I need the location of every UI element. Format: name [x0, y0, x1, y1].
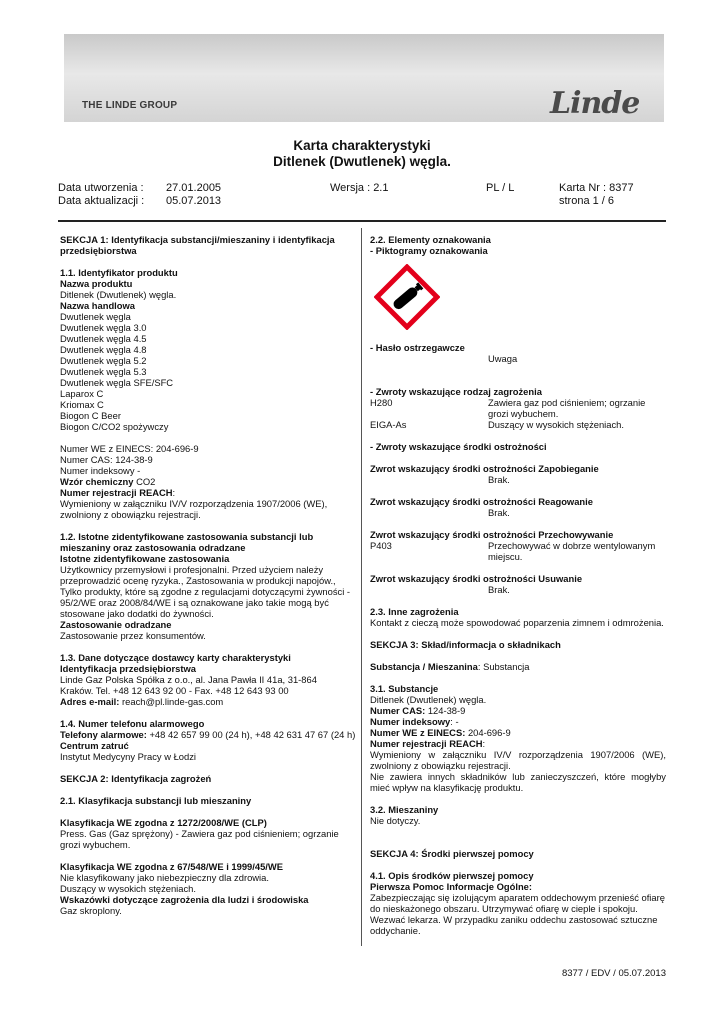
chemical-formula: Wzór chemiczny CO2 [60, 476, 156, 487]
reach-text: Wymieniony w załączniku IV/V rozporządzenia 1907/2006 (WE), zwolniony z obowiązku rejestracji. [60, 498, 328, 520]
section-1-heading: SEKCJA 1: Identyfikacja substancji/mieszaniny i identyfikacja przedsiębiorstwa [60, 234, 335, 256]
column-divider [361, 228, 362, 946]
clp-text: Press. Gas (Gaz sprężony) - Zawiera gaz pod ciśnieniem; ogrzanie grozi wybuchem. [60, 828, 339, 850]
subsection-2-2: 2.2. Elementy oznakowania [370, 234, 491, 245]
subsection-2-3: 2.3. Inne zagrożenia [370, 606, 459, 617]
env-label: Wskazówki dotyczące zagrożenia dla ludzi i środowiska [60, 894, 309, 905]
reach-label: Numer rejestracji REACH: [60, 487, 176, 498]
uses-label: Istotne zidentyfikowane zastosowania [60, 553, 230, 564]
impurities-text: Nie zawiera innych składników lub zanieczyszczeń, które mogłyby mieć wpływ na klasyfikację produktu. [370, 771, 666, 793]
created-date: 27.01.2005 [166, 182, 222, 194]
trade-name: Dwutlenek węgla [60, 311, 131, 322]
dsd-line-1: Nie klasyfikowany jako niebezpieczny dla zdrowia. [60, 872, 269, 883]
subsection-2-1: 2.1. Klasyfikacja substancji lub mieszaniny [60, 795, 252, 806]
storage-p403: P403 Przechowywać w dobrze wentylowanym miejscu. [370, 540, 656, 562]
supplier-label: Identyfikacja przedsiębiorstwa [60, 663, 196, 674]
pictogram-label: - Piktogramy oznakowania [370, 245, 488, 256]
trade-name-label: Nazwa handlowa [60, 300, 136, 311]
dsd-label: Klasyfikacja WE zgodna z 67/548/WE i 1999/45/WE [60, 861, 284, 872]
trade-name: Laparox C [60, 388, 104, 399]
advised-against-text: Zastosowanie przez konsumentów. [60, 630, 206, 641]
substance-ec: Numer WE z EINECS: 204-696-9 [370, 727, 511, 738]
substance-reach-label: Numer rejestracji REACH: [370, 738, 486, 749]
document-title: Karta charakterystyki [293, 138, 431, 153]
prevention-value: Brak. [488, 474, 510, 485]
hazard-statements-label: - Zwroty wskazujące rodzaj zagrożenia [370, 386, 542, 397]
section-2-heading: SEKCJA 2: Identyfikacja zagrożeń [60, 773, 212, 784]
env-text: Gaz skroplony. [60, 905, 122, 916]
subsection-1-2: 1.2. Istotne zidentyfikowane zastosowania substancji lub mieszaniny oraz zastosowania odradzane [60, 531, 314, 553]
group-name: THE LINDE GROUP [82, 100, 178, 111]
trade-name: Dwutlenek węgla 3.0 [60, 322, 147, 333]
trade-name: Dwutlenek węgla 5.3 [60, 366, 147, 377]
document-subtitle: Ditlenek (Dwutlenek) węgla. [273, 154, 451, 169]
version: Wersja : 2.1 [330, 182, 389, 194]
subsection-1-3: 1.3. Dane dotyczące dostawcy karty charakterystyki [60, 652, 291, 663]
supplier-email: Adres e-mail: reach@pl.linde-gas.com [60, 696, 224, 707]
advised-against-label: Zastosowanie odradzane [60, 619, 172, 630]
dsd-line-2: Duszący w wysokich stężeniach. [60, 883, 196, 894]
precautionary-label: - Zwroty wskazujące środki ostrożności [370, 441, 547, 452]
hazard-eiga: EIGA-As Duszący w wysokich stężeniach. [370, 419, 624, 430]
first-aid-general-label: Pierwsza Pomoc Informacje Ogólne: [370, 881, 533, 892]
ec-number: Numer WE z EINECS: 204-696-9 [60, 443, 199, 454]
hazard-h280: H280 Zawiera gaz pod ciśnieniem; ogrzanie grozi wybuchem. [370, 397, 646, 419]
subsection-3-2: 3.2. Mieszaniny [370, 804, 439, 815]
poison-center-label: Centrum zatruć [60, 740, 129, 751]
header-divider [58, 220, 666, 222]
card-number: Karta Nr : 8377 [559, 182, 634, 194]
section-4-heading: SEKCJA 4: Środki pierwszej pomocy [370, 848, 534, 859]
trade-name: Dwutlenek węgla SFE/SFC [60, 377, 174, 388]
linde-logo: Linde [550, 86, 640, 121]
product-name: Ditlenek (Dwutlenek) węgla. [60, 289, 177, 300]
subsection-1-4: 1.4. Numer telefonu alarmowego [60, 718, 205, 729]
trade-name: Dwutlenek węgla 5.2 [60, 355, 147, 366]
language: PL / L [486, 182, 515, 194]
first-aid-general-text: Zabezpieczając się izolującym aparatem oddechowym przenieść ofiarę do nieskażonego obszaru. Utrzymywać ofiarę w cieple i spokoju. Wezwać lekarza. W przypadku zaniku oddechu zastosować sztuczne oddychanie. [370, 892, 665, 936]
subsection-4-1: 4.1. Opis środków pierwszej pomocy [370, 870, 534, 881]
trade-name: Dwutlenek węgla 4.5 [60, 333, 147, 344]
subsection-1-1: 1.1. Identyfikator produktu [60, 267, 178, 278]
trade-name: Biogon C Beer [60, 410, 121, 421]
email-link[interactable]: reach@pl.linde-gas.com [122, 696, 224, 707]
supplier-phone: Kraków. Tel. +48 12 643 92 00 - Fax. +48 12 643 93 00 [60, 685, 289, 696]
mixtures-text: Nie dotyczy. [370, 815, 421, 826]
index-number: Numer indeksowy - [60, 465, 141, 476]
substance-mixture: Substancja / Mieszanina: Substancja [370, 661, 530, 672]
section-3-heading: SEKCJA 3: Skład/informacja o składnikach [370, 639, 561, 650]
cas-number: Numer CAS: 124-38-9 [60, 454, 153, 465]
signal-word-label: - Hasło ostrzegawcze [370, 342, 465, 353]
disposal-label: Zwrot wskazujący środki ostrożności Usuwanie [370, 573, 583, 584]
created-label: Data utworzenia : [58, 182, 144, 194]
page-number: strona 1 / 6 [559, 195, 615, 207]
header-banner [64, 34, 664, 122]
clp-label: Klasyfikacja WE zgodna z 1272/2008/WE (CLP) [60, 817, 267, 828]
footer: 8377 / EDV / 05.07.2013 [561, 968, 666, 979]
uses-text: Użytkownicy przemysłowi i profesjonalni. Przed użyciem należy przeprowadzić ocenę ryzyka., Zastosowania w produkcji napojów., Tylko produkty, które są zgodne z regulacjami dotyczącymi żywności - 95/2/WE oraz 2008/84/WE i są oznakowane jako takie mogą być stosowane jako dodatki do żywności. [60, 564, 351, 619]
substance-cas: Numer CAS: 124-38-9 [370, 705, 466, 716]
emergency-phones: Telefony alarmowe: +48 42 657 99 00 (24 h), +48 42 631 47 67 (24 h) [60, 729, 356, 740]
left-column [60, 234, 356, 916]
trade-name: Dwutlenek węgla 4.8 [60, 344, 147, 355]
updated-date: 05.07.2013 [166, 195, 222, 207]
updated-label: Data aktualizacji : [58, 195, 145, 207]
supplier-address: Linde Gaz Polska Spółka z o.o., al. Jana Pawła II 41a, 31-864 [60, 674, 317, 685]
substance-reach-text: Wymieniony w załączniku IV/V rozporządzenia 1907/2006 (WE), zwolniony z obowiązku rejestracji. [370, 749, 666, 771]
right-column [370, 234, 666, 936]
signal-word: Uwaga [488, 353, 518, 364]
other-hazards: Kontakt z cieczą może spowodować poparzenia zimnem i odmrożenia. [370, 617, 664, 628]
poison-center: Instytut Medycyny Pracy w Łodzi [60, 751, 196, 762]
storage-label: Zwrot wskazujący środki ostrożności Przechowywanie [370, 529, 614, 540]
prevention-label: Zwrot wskazujący środki ostrożności Zapobieganie [370, 463, 599, 474]
trade-name: Biogon C/CO2 spożywczy [60, 421, 169, 432]
substance-index: Numer indeksowy: - [370, 716, 459, 727]
response-label: Zwrot wskazujący środki ostrożności Reagowanie [370, 496, 593, 507]
disposal-value: Brak. [488, 584, 510, 595]
gas-cylinder-icon [374, 264, 440, 330]
response-value: Brak. [488, 507, 510, 518]
product-name-label: Nazwa produktu [60, 278, 133, 289]
subsection-3-1: 3.1. Substancje [370, 683, 439, 694]
substance-name: Ditlenek (Dwutlenek) węgla. [370, 694, 487, 705]
trade-name: Kriomax C [60, 399, 104, 410]
